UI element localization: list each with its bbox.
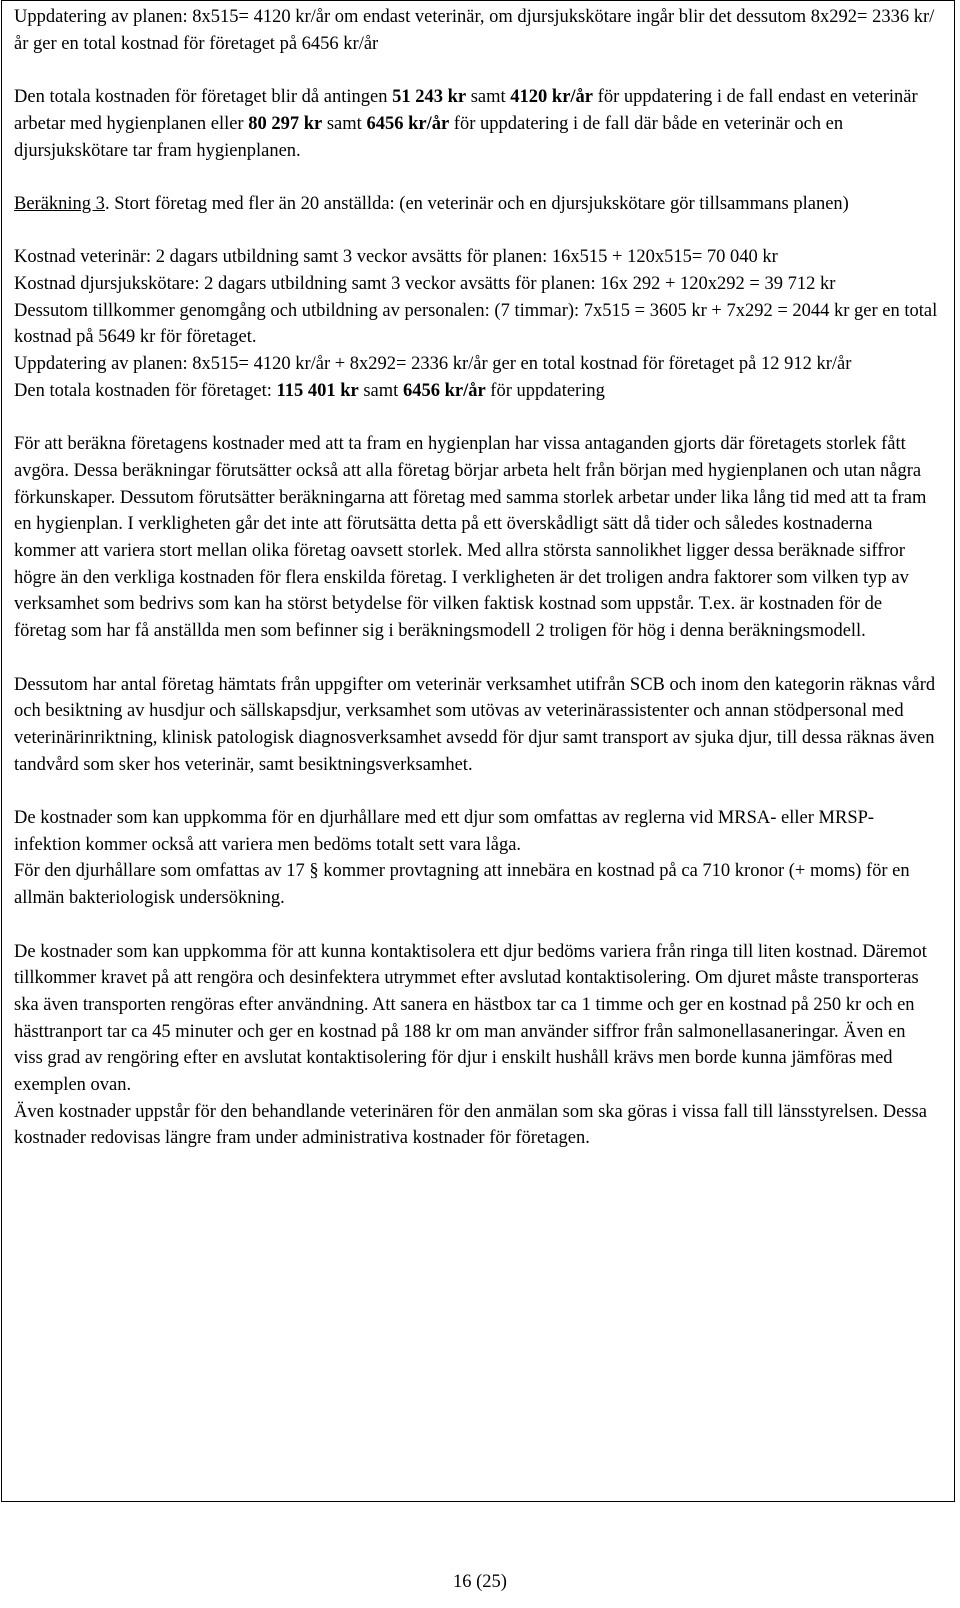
document-body	[14, 4, 938, 1152]
bold-amount: 115 401 kr	[276, 380, 359, 401]
paragraph-update-plan: Uppdatering av planen: 8x515= 4120 kr/år om endast veterinär, om djursjukskötare ingår blir det dessutom 8x292= 2336 kr/år ger en total kostnad för företaget på 6456 kr/år	[14, 7, 935, 54]
line-cost-veterinarian: Kostnad veterinär: 2 dagars utbildning samt 3 veckor avsätts för planen: 16x515 + 120x515= 70 040 kr	[14, 247, 778, 268]
paragraph-total-cost: Den totala kostnaden för företaget blir då antingen 51 243 kr samt 4120 kr/år för uppdatering i de fall endast en veterinär arbetar med hygienplanen eller 80 297 kr samt 6456 kr/år för uppdatering i de fall där både en veterinär och en djursjukskötare tar fram hygienplanen.	[14, 87, 918, 161]
page-number: 16 (25)	[453, 1572, 507, 1592]
paragraph-sampling-cost: För den djurhållare som omfattas av 17 § kommer provtagning att innebära en kostnad på ca 710 kronor (+ moms) för en allmän bakteriologisk undersökning.	[14, 861, 910, 909]
paragraph-animal-owner-cost: De kostnader som kan uppkomma för en djurhållare med ett djur som omfattas av reglerna vid MRSA- eller MRSP-infektion kommer också att variera men bedöms totalt sett vara låga.	[14, 808, 875, 855]
line-plan-update: Uppdatering av planen: 8x515= 4120 kr/år + 8x292= 2336 kr/år ger en total kostnad för företaget på 12 912 kr/år	[14, 354, 852, 375]
bold-amount: 4120 kr/år	[510, 87, 594, 108]
line-staff-training: Dessutom tillkommer genomgång och utbildning av personalen: (7 timmar): 7x515 = 3605 kr + 7x292 = 2044 kr ger en total kostnad på 5649 kr för företaget.	[14, 300, 938, 348]
calculation-heading: Beräkning 3	[14, 193, 105, 214]
paragraph-company-data: Dessutom har antal företag hämtats från uppgifter om veterinär verksamhet utifrån SCB och inom den kategorin räknas vård och besiktning av husdjur och sällskapsdjur, verksamhet som utövas av veterinärassistenter och annan stödpersonal med veterinärinriktning, klinisk patologisk diagnosverksamhet avsedd för djur samt transport av sjuka djur, till dessa räknas även tandvård som sker hos veterinär, samt besiktningsverksamhet.	[14, 674, 936, 775]
bold-amount: 6456 kr/år	[366, 113, 450, 134]
bold-amount: 80 297 kr	[248, 113, 323, 134]
bold-amount: 6456 kr/år	[402, 380, 486, 401]
paragraph-reporting-cost: Även kostnader uppstår för den behandlande veterinären för den anmälan som ska göras i vissa fall till länsstyrelsen. Dessa kostnader redovisas längre fram under administrativa kostnader för företagen.	[14, 1101, 927, 1149]
paragraph-assumptions: För att beräkna företagens kostnader med att ta fram en hygienplan har vissa antaganden gjorts där företagets storlek fått avgöra. Dessa beräkningar förutsätter också att alla företag börjar arbeta helt från början med hygienplanen och utan några förkunskaper. Dessutom förutsätter beräkningarna att företag med samma storlek arbetar under lika lång tid med att ta fram en hygienplan. I verkligheten går det inte att förutsätta detta på ett överskådligt sätt då tider och således kostnaderna kommer att variera stort mellan olika företag oavsett storlek. Med allra största sannolikhet ligger dessa beräknade siffror högre än den verkliga kostnaden för flera enskilda företag. I verkligheten är det troligen andra faktorer som vilken typ av verksamhet som bedrivs som kan ha störst betydelse för vilken faktisk kostnad som uppstår. T.ex. är kostnaden för de företag som har få anställda men som befinner sig i beräkningsmodell 2 troligen för hög i denna beräkningsmodell.	[14, 434, 927, 642]
paragraph-calculation-3: Beräkning 3. Stort företag med fler än 20 anställda: (en veterinär och en djursjukskötare gör tillsammans planen)	[14, 193, 849, 214]
paragraph-isolation-cost: De kostnader som kan uppkomma för att kunna kontaktisolera ett djur bedöms variera från ringa till liten kostnad. Däremot tillkommer kravet på att rengöra och desinfektera utrymmet efter avslutad kontaktisolering. Om djuret måste transporteras ska även transporten rengöras efter användning. Att sanera en hästbox tar ca 1 timme och ger en kostnad på 250 kr och en hästtranport tar ca 45 minuter och ger en kostnad på 188 kr om man använder siffror från salmonellasaneringar. Även en viss grad av rengöring efter en avslutat kontaktisolering för djur i enskilt hushåll krävs men borde kunna jämföras med exemplen ovan.	[14, 941, 927, 1096]
line-cost-nurse: Kostnad djursjukskötare: 2 dagars utbildning samt 3 veckor avsätts för planen: 16x 292 + 120x292 = 39 712 kr	[14, 273, 836, 294]
bold-amount: 51 243 kr	[392, 87, 467, 108]
line-total-cost: Den totala kostnaden för företaget: 115 401 kr samt 6456 kr/år för uppdatering	[14, 380, 605, 401]
